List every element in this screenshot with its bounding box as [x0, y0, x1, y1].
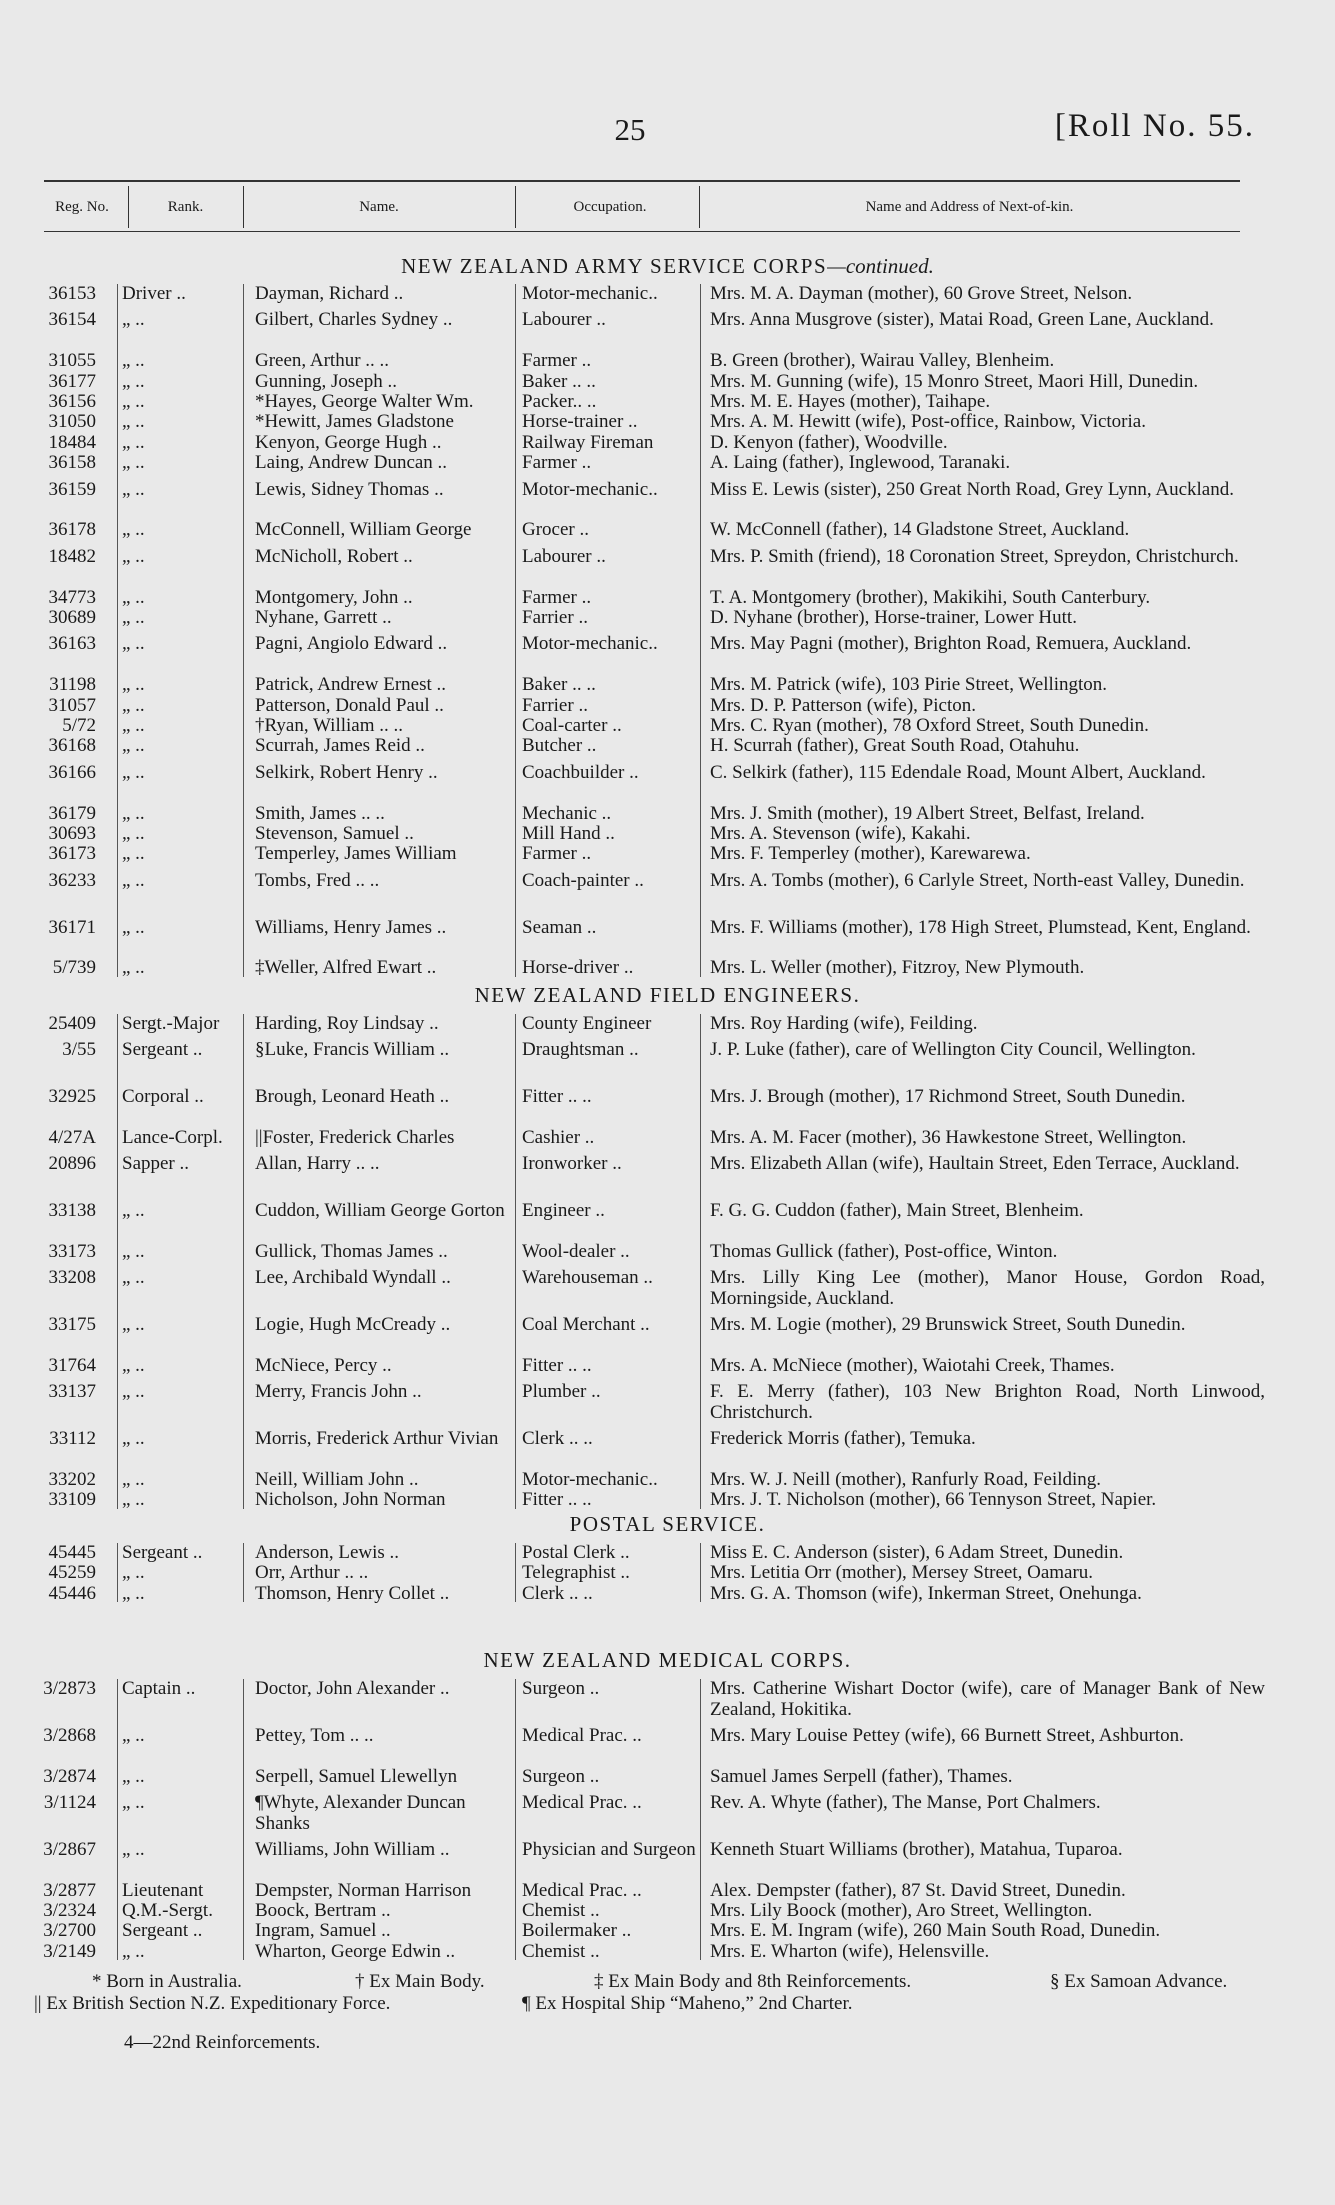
- rank: „ ..: [122, 350, 145, 372]
- soldier-name: Scurrah, James Reid ..: [255, 735, 425, 757]
- occupation: Wool-dealer ..: [522, 1241, 630, 1262]
- occupation: Fitter .. ..: [522, 1086, 592, 1108]
- soldier-name: ‡Weller, Alfred Ewart ..: [255, 957, 437, 979]
- footnote-born-australia: * Born in Australia.: [92, 1971, 242, 1992]
- rank: Sergeant ..: [122, 1039, 203, 1061]
- next-of-kin: D. Nyhane (brother), Horse-trainer, Lower Hutt.: [710, 607, 1077, 628]
- reg-number: 36158: [48, 452, 96, 474]
- rank: „ ..: [122, 1489, 145, 1511]
- occupation: Farmer ..: [522, 843, 592, 865]
- soldier-name: Morris, Frederick Arthur Vivian: [255, 1428, 499, 1450]
- reg-number: 3/2700: [43, 1920, 96, 1942]
- reg-number: 33138: [48, 1200, 96, 1222]
- occupation: Farrier ..: [522, 694, 588, 716]
- soldier-name: Gunning, Joseph ..: [255, 370, 397, 392]
- occupation: Chemist ..: [522, 1900, 600, 1921]
- rank: Sapper ..: [122, 1153, 190, 1175]
- next-of-kin: C. Selkirk (father), 115 Edendale Road, Mount Albert, Auckland.: [710, 761, 1206, 783]
- soldier-name: Nyhane, Garrett ..: [255, 607, 392, 628]
- soldier-name: Merry, Francis John ..: [255, 1381, 422, 1403]
- reg-number: 31050: [48, 411, 96, 433]
- next-of-kin: Mrs. E. Wharton (wife), Helensville.: [710, 1940, 990, 1962]
- next-of-kin: Mrs. M. Gunning (wife), 15 Monro Street, Maori Hill, Dunedin.: [710, 370, 1199, 392]
- rank: „ ..: [122, 1200, 145, 1222]
- column-divider: [515, 1014, 516, 1509]
- soldier-name: Pettey, Tom .. ..: [255, 1724, 374, 1746]
- soldier-name: Cuddon, William George Gorton: [255, 1200, 505, 1222]
- rank: „ ..: [122, 586, 145, 608]
- rank: „ ..: [122, 823, 145, 844]
- soldier-name: Dayman, Richard ..: [255, 283, 404, 304]
- reg-number: 45259: [48, 1562, 96, 1584]
- rank: „ ..: [122, 1355, 145, 1376]
- soldier-name: Thomson, Henry Collet ..: [255, 1582, 450, 1604]
- next-of-kin: Mrs. F. Williams (mother), 178 High Street, Plumstead, Kent, England.: [710, 916, 1251, 938]
- occupation: Engineer ..: [522, 1200, 605, 1222]
- soldier-name: Lee, Archibald Wyndall ..: [255, 1267, 451, 1289]
- occupation: Coach-painter ..: [522, 869, 644, 891]
- rank: Sergeant ..: [122, 1542, 203, 1563]
- rank: „ ..: [122, 1267, 145, 1289]
- next-of-kin: Mrs. G. A. Thomson (wife), Inkerman Street, Onehunga.: [710, 1582, 1142, 1604]
- next-of-kin: Kenneth Stuart Williams (brother), Matahua, Tuparoa.: [710, 1838, 1123, 1860]
- occupation: Railway Fireman: [522, 431, 654, 453]
- reg-number: 36159: [48, 478, 96, 500]
- roll-reference: [Roll No. 55.: [1054, 108, 1255, 144]
- occupation: Mill Hand ..: [522, 823, 615, 844]
- next-of-kin: Mrs. J. Brough (mother), 17 Richmond Street, South Dunedin.: [710, 1086, 1186, 1108]
- soldier-name: Kenyon, George Hugh ..: [255, 431, 442, 453]
- rank: „ ..: [122, 1765, 145, 1787]
- next-of-kin: Miss E. Lewis (sister), 250 Great North Road, Grey Lynn, Auckland.: [710, 478, 1234, 500]
- reg-number: 36163: [48, 633, 96, 655]
- reg-number: 31057: [48, 694, 96, 716]
- rank: „ ..: [122, 1724, 145, 1746]
- next-of-kin: Alex. Dempster (father), 87 St. David Street, Dunedin.: [710, 1879, 1126, 1901]
- column-divider: [243, 1679, 244, 1960]
- rank: „ ..: [122, 715, 145, 736]
- occupation: Farmer ..: [522, 350, 592, 372]
- footnote-main-body-8th: ‡ Ex Main Body and 8th Reinforcements.: [594, 1971, 912, 1992]
- rank: „ ..: [122, 869, 145, 891]
- rank: „ ..: [122, 1562, 145, 1584]
- occupation: Fitter .. ..: [522, 1489, 592, 1511]
- soldier-name: ¶Whyte, Alexander Duncan Shanks: [255, 1792, 466, 1834]
- reg-number: 33112: [49, 1428, 96, 1450]
- next-of-kin: Mrs. M. Patrick (wife), 103 Pirie Street, Wellington.: [710, 674, 1108, 696]
- occupation: Cashier ..: [522, 1127, 595, 1148]
- soldier-name: Wharton, George Edwin ..: [255, 1940, 456, 1962]
- soldier-name: ||Foster, Frederick Charles: [255, 1127, 455, 1148]
- occupation: Mechanic ..: [522, 802, 612, 824]
- next-of-kin: Mrs. Mary Louise Pettey (wife), 66 Burnett Street, Ashburton.: [710, 1724, 1184, 1746]
- reg-number: 4/27A: [48, 1127, 96, 1148]
- rank: „ ..: [122, 607, 145, 628]
- column-header-rank: Rank.: [167, 199, 204, 215]
- soldier-name: Selkirk, Robert Henry ..: [255, 761, 438, 783]
- section-title-text: NEW ZEALAND MEDICAL CORPS.: [483, 1648, 852, 1672]
- next-of-kin: Mrs. A. M. Hewitt (wife), Post-office, Rainbow, Victoria.: [710, 411, 1146, 433]
- soldier-name: Williams, John William ..: [255, 1838, 450, 1860]
- reg-number: 18484: [48, 431, 96, 453]
- rank: „ ..: [122, 957, 145, 979]
- occupation: Ironworker ..: [522, 1153, 622, 1175]
- next-of-kin: Mrs. E. M. Ingram (wife), 260 Main South Road, Dunedin.: [710, 1920, 1161, 1942]
- reg-number: 3/2867: [43, 1838, 96, 1860]
- reg-number: 3/2324: [43, 1900, 96, 1921]
- next-of-kin: Mrs. Lily Boock (mother), Aro Street, Wellington.: [710, 1900, 1093, 1921]
- occupation: Warehouseman ..: [522, 1267, 653, 1289]
- soldier-name: Green, Arthur .. ..: [255, 350, 390, 372]
- occupation: Clerk .. ..: [522, 1582, 593, 1604]
- occupation: Medical Prac. ..: [522, 1879, 642, 1901]
- column-divider: [515, 284, 516, 977]
- reg-number: 33173: [48, 1241, 96, 1262]
- reg-number: 33109: [48, 1489, 96, 1511]
- soldier-name: Patrick, Andrew Ernest ..: [255, 674, 447, 696]
- soldier-name: McNicholl, Robert ..: [255, 545, 413, 567]
- next-of-kin: Mrs. C. Ryan (mother), 78 Oxford Street, South Dunedin.: [710, 715, 1149, 736]
- rank: „ ..: [122, 1314, 145, 1336]
- section-title-text: NEW ZEALAND FIELD ENGINEERS.: [474, 983, 861, 1007]
- rank: „ ..: [122, 674, 145, 696]
- reg-number: 36156: [48, 391, 96, 412]
- reg-number: 36233: [48, 869, 96, 891]
- section-title: [0, 983, 1335, 1008]
- section-continued: —continued.: [827, 254, 934, 278]
- rank: Lance-Corpl.: [122, 1127, 223, 1148]
- reg-number: 31764: [48, 1355, 96, 1376]
- occupation: Labourer ..: [522, 309, 606, 331]
- column-divider: [243, 1014, 244, 1509]
- next-of-kin: Mrs. L. Weller (mother), Fitzroy, New Plymouth.: [710, 957, 1085, 979]
- soldier-name: *Hayes, George Walter Wm.: [255, 391, 474, 412]
- soldier-name: Pagni, Angiolo Edward ..: [255, 633, 448, 655]
- occupation: Baker .. ..: [522, 370, 596, 392]
- occupation: Plumber ..: [522, 1381, 601, 1403]
- next-of-kin: Mrs. Lilly King Lee (mother), Manor House, Gordon Road, Morningside, Auckland.: [710, 1267, 1265, 1309]
- column-divider: [700, 1679, 701, 1960]
- reg-number: 45446: [48, 1582, 96, 1604]
- soldier-name: Boock, Bertram ..: [255, 1900, 391, 1921]
- occupation: Seaman ..: [522, 916, 597, 938]
- next-of-kin: Mrs. Letitia Orr (mother), Mersey Street, Oamaru.: [710, 1562, 1094, 1584]
- rank: „ ..: [122, 370, 145, 392]
- occupation: Farmer ..: [522, 452, 592, 474]
- next-of-kin: D. Kenyon (father), Woodville.: [710, 431, 948, 453]
- rank: „ ..: [122, 694, 145, 716]
- rank: Sergeant ..: [122, 1920, 203, 1942]
- reg-number: 3/2149: [43, 1940, 96, 1962]
- section-title: [0, 254, 1335, 279]
- occupation: Motor-mechanic..: [522, 478, 658, 500]
- reg-number: 3/2877: [43, 1879, 96, 1901]
- next-of-kin: Mrs. P. Smith (friend), 18 Coronation Street, Spreydon, Christchurch.: [710, 545, 1239, 567]
- rank: „ ..: [122, 1582, 145, 1604]
- rank: „ ..: [122, 1428, 145, 1450]
- soldier-name: †Ryan, William .. ..: [255, 715, 404, 736]
- reg-number: 30693: [48, 823, 96, 844]
- soldier-name: Gilbert, Charles Sydney ..: [255, 309, 453, 331]
- occupation: Fitter .. ..: [522, 1355, 592, 1376]
- next-of-kin: H. Scurrah (father), Great South Road, Otahuhu.: [710, 735, 1080, 757]
- next-of-kin: Mrs. J. T. Nicholson (mother), 66 Tennyson Street, Napier.: [710, 1489, 1157, 1511]
- rank: „ ..: [122, 761, 145, 783]
- next-of-kin: Mrs. Roy Harding (wife), Feilding.: [710, 1013, 978, 1034]
- occupation: Chemist ..: [522, 1940, 600, 1962]
- occupation: County Engineer: [522, 1013, 652, 1034]
- column-header-reg: Reg. No.: [55, 199, 109, 215]
- next-of-kin: Mrs. Elizabeth Allan (wife), Haultain Street, Eden Terrace, Auckland.: [710, 1153, 1240, 1175]
- column-header-next-of-kin: Name and Address of Next-of-kin.: [865, 199, 1074, 215]
- column-divider: [700, 284, 701, 977]
- rank: „ ..: [122, 545, 145, 567]
- next-of-kin: Samuel James Serpell (father), Thames.: [710, 1765, 1013, 1787]
- column-divider: [117, 1679, 118, 1960]
- occupation: Telegraphist ..: [522, 1562, 630, 1584]
- next-of-kin: Mrs. M. A. Dayman (mother), 60 Grove Street, Nelson.: [710, 283, 1133, 304]
- reg-number: 33202: [48, 1469, 96, 1490]
- next-of-kin: Mrs. W. J. Neill (mother), Ranfurly Road, Feilding.: [710, 1469, 1102, 1490]
- reg-number: 5/739: [52, 957, 96, 979]
- next-of-kin: T. A. Montgomery (brother), Makikihi, South Canterbury.: [710, 586, 1151, 608]
- reg-number: 36154: [48, 309, 96, 331]
- next-of-kin: Mrs. M. Logie (mother), 29 Brunswick Street, South Dunedin.: [710, 1314, 1186, 1336]
- soldier-name: §Luke, Francis William ..: [255, 1039, 450, 1061]
- reg-number: 25409: [48, 1013, 96, 1034]
- occupation: Physician and Surgeon: [522, 1838, 696, 1860]
- next-of-kin: B. Green (brother), Wairau Valley, Blenheim.: [710, 350, 1055, 372]
- occupation: Horse-driver ..: [522, 957, 634, 979]
- reg-number: 31198: [49, 674, 96, 696]
- column-divider: [117, 1543, 118, 1602]
- column-header-row: [44, 182, 1240, 230]
- soldier-name: Williams, Henry James ..: [255, 916, 447, 938]
- soldier-name: Anderson, Lewis ..: [255, 1542, 400, 1563]
- rank: „ ..: [122, 478, 145, 500]
- reg-number: 3/2874: [43, 1765, 96, 1787]
- occupation: Motor-mechanic..: [522, 283, 658, 304]
- next-of-kin: Frederick Morris (father), Temuka.: [710, 1428, 976, 1450]
- soldier-name: Gullick, Thomas James ..: [255, 1241, 448, 1262]
- occupation: Boilermaker ..: [522, 1920, 632, 1942]
- rank: „ ..: [122, 431, 145, 453]
- occupation: Motor-mechanic..: [522, 1469, 658, 1490]
- next-of-kin: Mrs. J. Smith (mother), 19 Albert Street, Belfast, Ireland.: [710, 802, 1145, 824]
- next-of-kin: F. G. G. Cuddon (father), Main Street, Blenheim.: [710, 1200, 1084, 1222]
- next-of-kin: Thomas Gullick (father), Post-office, Winton.: [710, 1241, 1058, 1262]
- rank: „ ..: [122, 391, 145, 412]
- reg-number: 45445: [48, 1542, 96, 1563]
- rank: „ ..: [122, 309, 145, 331]
- reg-number: 36166: [48, 761, 96, 783]
- soldier-name: Stevenson, Samuel ..: [255, 823, 414, 844]
- soldier-name: Harding, Roy Lindsay ..: [255, 1013, 439, 1034]
- soldier-name: Temperley, James William: [255, 843, 457, 865]
- column-divider: [700, 1014, 701, 1509]
- rank: „ ..: [122, 519, 145, 541]
- soldier-name: McNiece, Percy ..: [255, 1355, 392, 1376]
- rank: Sergt.-Major: [122, 1013, 220, 1034]
- rank: „ ..: [122, 735, 145, 757]
- reg-number: 36173: [48, 843, 96, 865]
- soldier-name: Nicholson, John Norman: [255, 1489, 446, 1511]
- soldier-name: Logie, Hugh McCready ..: [255, 1314, 451, 1336]
- rank: „ ..: [122, 1940, 145, 1962]
- column-divider: [117, 1014, 118, 1509]
- soldier-name: Montgomery, John ..: [255, 586, 413, 608]
- occupation: Surgeon ..: [522, 1678, 600, 1699]
- reg-number: 3/2873: [43, 1678, 96, 1699]
- next-of-kin: W. McConnell (father), 14 Gladstone Street, Auckland.: [710, 519, 1130, 541]
- footnote-maheno: ¶ Ex Hospital Ship “Maheno,” 2nd Charter.: [522, 1993, 853, 2014]
- reg-number: 33175: [48, 1314, 96, 1336]
- next-of-kin: Mrs. Anna Musgrove (sister), Matai Road, Green Lane, Auckland.: [710, 309, 1214, 331]
- rank: „ ..: [122, 802, 145, 824]
- section-title-text: POSTAL SERVICE.: [569, 1512, 766, 1536]
- occupation: Baker .. ..: [522, 674, 596, 696]
- occupation: Grocer ..: [522, 519, 589, 541]
- next-of-kin: F. E. Merry (father), 103 New Brighton Road, North Linwood, Christchurch.: [710, 1381, 1265, 1423]
- occupation: Coal-carter ..: [522, 715, 622, 736]
- footnote-british: || Ex British Section N.Z. Expeditionary Force.: [34, 1993, 391, 2014]
- footnote-samoan: § Ex Samoan Advance.: [1050, 1971, 1228, 1992]
- next-of-kin: Rev. A. Whyte (father), The Manse, Port Chalmers.: [710, 1792, 1101, 1813]
- soldier-name: Neill, William John ..: [255, 1469, 419, 1490]
- soldier-name: McConnell, William George: [255, 519, 472, 541]
- reg-number: 30689: [48, 607, 96, 628]
- reg-number: 31055: [48, 350, 96, 372]
- next-of-kin: Mrs. D. P. Patterson (wife), Picton.: [710, 694, 976, 716]
- soldier-name: Patterson, Donald Paul ..: [255, 694, 444, 716]
- rank: Lieutenant: [122, 1879, 204, 1901]
- section-title-text: NEW ZEALAND ARMY SERVICE CORPS: [401, 254, 828, 278]
- occupation: Butcher ..: [522, 735, 597, 757]
- reg-number: 3/1124: [43, 1792, 96, 1813]
- soldier-name: Allan, Harry .. ..: [255, 1153, 380, 1175]
- occupation: Postal Clerk ..: [522, 1542, 630, 1563]
- next-of-kin: Mrs. F. Temperley (mother), Karewarewa.: [710, 843, 1031, 865]
- soldier-name: Lewis, Sidney Thomas ..: [255, 478, 444, 500]
- soldier-name: *Hewitt, James Gladstone: [255, 411, 454, 433]
- reg-number: 3/55: [62, 1039, 96, 1061]
- rank: „ ..: [122, 633, 145, 655]
- occupation: Horse-trainer ..: [522, 411, 638, 433]
- occupation: Labourer ..: [522, 545, 606, 567]
- reg-number: 20896: [48, 1153, 96, 1175]
- next-of-kin: Mrs. A. McNiece (mother), Waiotahi Creek, Thames.: [710, 1355, 1115, 1376]
- rank: „ ..: [122, 1381, 145, 1403]
- reg-number: 36177: [48, 370, 96, 392]
- rank: Driver ..: [122, 283, 186, 304]
- occupation: Coachbuilder ..: [522, 761, 639, 783]
- next-of-kin: Mrs. A. Tombs (mother), 6 Carlyle Street, North-east Valley, Dunedin.: [710, 869, 1245, 891]
- section-title: [0, 1648, 1335, 1673]
- reg-number: 33137: [48, 1381, 96, 1403]
- soldier-name: Doctor, John Alexander ..: [255, 1678, 450, 1699]
- next-of-kin: Mrs. A. Stevenson (wife), Kakahi.: [710, 823, 971, 844]
- reg-number: 36153: [48, 283, 96, 304]
- soldier-name: Laing, Andrew Duncan ..: [255, 452, 448, 474]
- occupation: Medical Prac. ..: [522, 1724, 642, 1746]
- reg-number: 36178: [48, 519, 96, 541]
- column-divider: [243, 1543, 244, 1602]
- soldier-name: Brough, Leonard Heath ..: [255, 1086, 450, 1108]
- occupation: Farrier ..: [522, 607, 588, 628]
- reg-number: 36179: [48, 802, 96, 824]
- column-divider: [515, 1679, 516, 1960]
- rank: „ ..: [122, 1241, 145, 1262]
- rank: „ ..: [122, 1838, 145, 1860]
- rank: „ ..: [122, 843, 145, 865]
- next-of-kin: A. Laing (father), Inglewood, Taranaki.: [710, 452, 1011, 474]
- occupation: Clerk .. ..: [522, 1428, 593, 1450]
- next-of-kin: Mrs. May Pagni (mother), Brighton Road, Remuera, Auckland.: [710, 633, 1192, 655]
- rank: Q.M.-Sergt.: [122, 1900, 213, 1921]
- soldier-name: Smith, James .. ..: [255, 802, 385, 824]
- next-of-kin: Mrs. M. E. Hayes (mother), Taihape.: [710, 391, 991, 412]
- column-header-name: Name.: [359, 199, 399, 215]
- rank: „ ..: [122, 1469, 145, 1490]
- occupation: Motor-mechanic..: [522, 633, 658, 655]
- occupation: Draughtsman ..: [522, 1039, 639, 1061]
- occupation: Surgeon ..: [522, 1765, 600, 1787]
- footnote-main-body: † Ex Main Body.: [355, 1971, 485, 1992]
- reg-number: 18482: [48, 545, 96, 567]
- reg-number: 33208: [48, 1267, 96, 1289]
- page-number: 25: [614, 112, 646, 147]
- column-divider: [243, 284, 244, 977]
- soldier-name: Ingram, Samuel ..: [255, 1920, 391, 1942]
- column-header-occupation: Occupation.: [573, 199, 647, 215]
- reg-number: 5/72: [62, 715, 96, 736]
- soldier-name: Orr, Arthur .. ..: [255, 1562, 369, 1584]
- rank: „ ..: [122, 411, 145, 433]
- reg-number: 36168: [48, 735, 96, 757]
- reg-number: 36171: [48, 916, 96, 938]
- column-divider: [700, 1543, 701, 1602]
- reg-number: 34773: [48, 586, 96, 608]
- soldier-name: Tombs, Fred .. ..: [255, 869, 380, 891]
- rank: „ ..: [122, 916, 145, 938]
- next-of-kin: Miss E. C. Anderson (sister), 6 Adam Street, Dunedin.: [710, 1542, 1124, 1563]
- rank: Corporal ..: [122, 1086, 204, 1108]
- next-of-kin: J. P. Luke (father), care of Wellington City Council, Wellington.: [710, 1039, 1196, 1061]
- section-title: [0, 1512, 1335, 1537]
- next-of-kin: Mrs. A. M. Facer (mother), 36 Hawkestone Street, Wellington.: [710, 1127, 1187, 1148]
- occupation: Farmer ..: [522, 586, 592, 608]
- occupation: Medical Prac. ..: [522, 1792, 642, 1813]
- column-divider: [515, 1543, 516, 1602]
- column-divider: [117, 284, 118, 977]
- next-of-kin: Mrs. Catherine Wishart Doctor (wife), care of Manager Bank of New Zealand, Hokitika.: [710, 1678, 1265, 1720]
- soldier-name: Dempster, Norman Harrison: [255, 1879, 472, 1901]
- occupation: Coal Merchant ..: [522, 1314, 650, 1336]
- signature-mark: 4—22nd Reinforcements.: [124, 2032, 321, 2053]
- rank: „ ..: [122, 452, 145, 474]
- header-bottom-rule: [44, 231, 1240, 232]
- reg-number: 32925: [48, 1086, 96, 1108]
- reg-number: 3/2868: [43, 1724, 96, 1746]
- occupation: Packer.. ..: [522, 391, 597, 412]
- soldier-name: Serpell, Samuel Llewellyn: [255, 1765, 458, 1787]
- rank: Captain ..: [122, 1678, 196, 1699]
- rank: „ ..: [122, 1792, 145, 1813]
